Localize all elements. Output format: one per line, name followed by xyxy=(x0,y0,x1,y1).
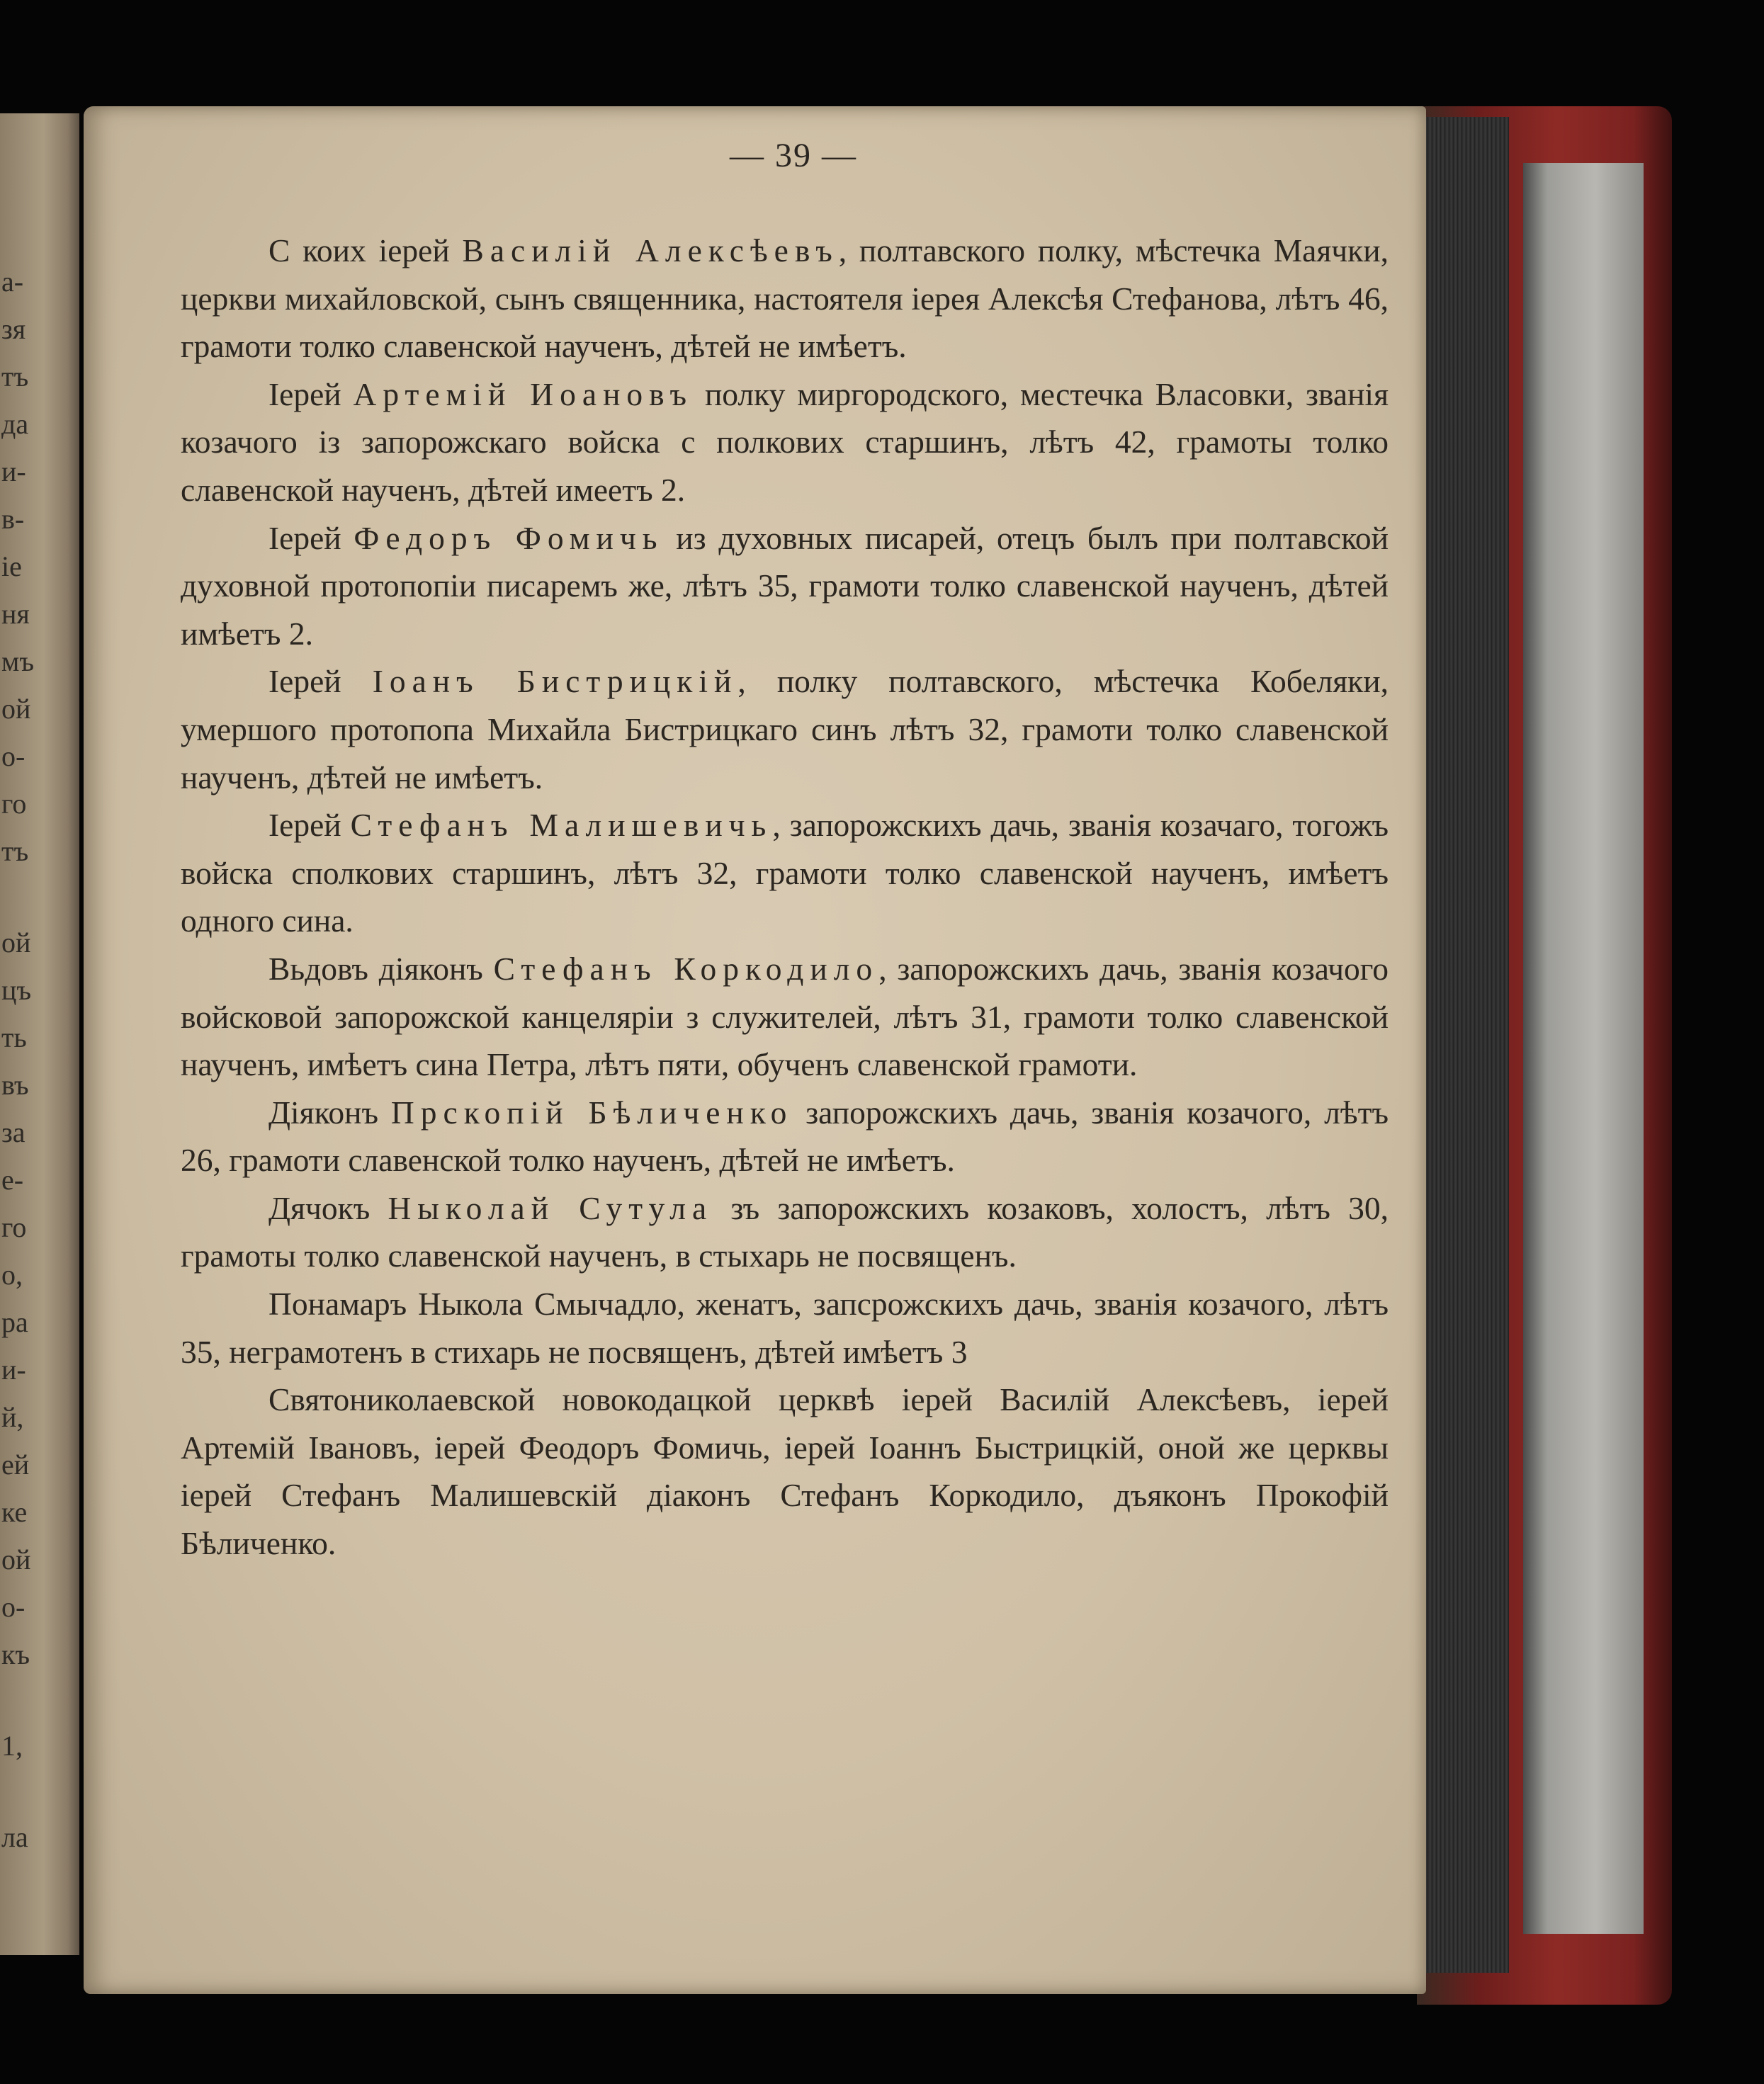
left-page-fragment: мъ xyxy=(1,645,34,677)
paragraph-text: Дячокъ xyxy=(268,1189,388,1226)
paragraph-text: Понамаръ Ныкола Смычадло, женатъ, запсрожскихъ дачь, званiя козачого, лѣтъ 35, неграмотенъ в стихарь не посвященъ, дѣтей имѣетъ 3 xyxy=(181,1286,1389,1370)
paragraph xyxy=(181,657,1389,801)
left-page-fragment: о, xyxy=(1,1259,23,1291)
paragraph xyxy=(181,227,1389,370)
left-page-fragment: и- xyxy=(1,1354,26,1386)
left-page-fragment: къ xyxy=(1,1638,30,1670)
paragraph-text: Iерей xyxy=(268,375,354,412)
page-block-edge xyxy=(1424,117,1509,1973)
paragraph-text: Дiяконъ xyxy=(268,1094,391,1131)
paragraph-text: С коих iерей xyxy=(268,232,463,268)
left-page-fragment: ie xyxy=(1,550,22,582)
person-name: Iоанъ Бистрицкiй xyxy=(372,663,738,700)
left-page-fragment: да xyxy=(1,408,29,440)
person-name: Стефанъ Коркодило xyxy=(493,950,879,987)
paragraph-text: , запорожскихъ дачь, званiя козачаго, тогожъ войска сполкових старшинъ, лѣтъ 32, грамоти толко славенской наученъ, имѣетъ одного сина. xyxy=(181,807,1389,939)
paragraph xyxy=(181,1376,1389,1567)
paragraph xyxy=(181,945,1389,1089)
left-page-fragment: ой xyxy=(1,1544,31,1575)
person-name: Артемiй Иоановъ xyxy=(353,375,694,412)
book-inner-board xyxy=(1523,163,1644,1934)
page-text xyxy=(181,227,1389,1568)
paragraph-text: Iерей xyxy=(268,519,354,556)
left-page-fragment: ня xyxy=(1,598,30,630)
left-page-fragment: 1, xyxy=(1,1730,23,1762)
left-page-fragment: и- xyxy=(1,455,26,487)
left-page-fragment: а- xyxy=(1,266,24,298)
page-number: — 39 — xyxy=(730,137,857,174)
paragraph-text: полку миргородского, местечка Власовки, званiя козачого iз запорожскаго войска с полкових старшинъ, лѣтъ 42, грамоты толко славенской наученъ, дѣтей имеетъ 2. xyxy=(181,375,1389,508)
left-page-fragment: в- xyxy=(1,503,25,535)
paragraph-text: зъ запорожскихъ козаковъ, холостъ, лѣтъ 30, грамоты толко славенской наученъ, в стыхарь не посвященъ. xyxy=(181,1189,1389,1274)
paragraph-text: , запорожскихъ дачь, званiя козачого войсковой запорожской канцелярiи з служителей, лѣтъ 31, грамоти толко славенской наученъ, имѣетъ сина Петра, лѣтъ пяти, обученъ славенской грамоти. xyxy=(181,950,1389,1083)
paragraph-text: , полку полтавского, мѣстечка Кобеляки, умершого протопопа Михайла Бистрицкаго синъ лѣтъ 32, грамоти толко славенской наученъ, дѣтей не имѣетъ. xyxy=(181,663,1389,795)
paragraph xyxy=(181,1280,1389,1376)
person-name: Василiй Алексѣевъ xyxy=(462,232,839,268)
left-page-fragment: го xyxy=(1,788,27,820)
person-name: Прскопiй Бѣличенко xyxy=(390,1094,793,1131)
left-page-fragment: цъ xyxy=(1,974,32,1006)
paragraph xyxy=(181,801,1389,945)
left-facing-page xyxy=(0,113,79,1955)
paragraph xyxy=(181,1184,1389,1280)
paragraph xyxy=(181,370,1389,514)
left-page-fragment: о- xyxy=(1,1591,26,1623)
paragraph-text: Вьдовъ дiяконъ xyxy=(268,950,494,987)
left-page-fragment: тъ xyxy=(1,361,29,392)
left-page-fragment: го xyxy=(1,1211,27,1243)
left-page-fragment: ть xyxy=(1,1021,27,1053)
left-page-fragment: ке xyxy=(1,1496,28,1528)
paragraph-text: Святониколаевской новокодацкой церквѣ iерей Василiй Алексѣевъ, iерей Артемiй Iвановъ, iерей Феодоръ Фомичь, iерей Iоаннъ Быстрицкiй, оной же церквы iерей Стефанъ Малишевскiй дiаконъ Стефанъ Коркодило, дъяконъ Прокофiй Бѣличенко. xyxy=(181,1381,1389,1562)
left-page-fragment: ей xyxy=(1,1449,30,1480)
left-page-fragment: о- xyxy=(1,740,26,772)
left-page-fragment: тъ xyxy=(1,835,29,867)
person-name: Ныколай Сутула xyxy=(388,1189,713,1226)
paragraph-text: Iерей xyxy=(268,807,351,844)
left-page-fragment: въ xyxy=(1,1069,29,1101)
paragraph xyxy=(181,514,1389,658)
left-page-fragment: зя xyxy=(1,313,26,345)
left-page-fragment: за xyxy=(1,1116,26,1148)
person-name: Стефанъ Малишевичь xyxy=(350,807,773,844)
person-name: Федоръ Фомичь xyxy=(354,519,664,556)
paragraph-text: , полтавского полку, мѣстечка Маячки, церкви михайловской, сынъ священника, настоятеля iерея Алексѣя Стефанова, лѣтъ 46, грамоти толко славенской наученъ, дѣтей не имѣетъ. xyxy=(181,232,1389,365)
left-page-fragment: е- xyxy=(1,1164,24,1196)
paragraph-text: из духовных писарей, отецъ былъ при полтавской духовной протопопiи писаремъ же, лѣтъ 35, грамоти толко славенской наученъ, дѣтей имѣетъ 2. xyxy=(181,519,1389,652)
left-page-fragment: й, xyxy=(1,1401,24,1433)
left-page-fragment: ой xyxy=(1,927,31,958)
paragraph-text: Iерей xyxy=(268,663,373,700)
paragraph-text: запорожскихъ дачь, званiя козачого, лѣтъ 26, грамоти славенской толко наученъ, дѣтей не имѣетъ. xyxy=(181,1094,1389,1179)
paragraph xyxy=(181,1089,1389,1184)
left-page-fragment: ой xyxy=(1,693,31,725)
left-page-fragment: ла xyxy=(1,1821,28,1853)
left-page-fragment: ра xyxy=(1,1306,28,1338)
